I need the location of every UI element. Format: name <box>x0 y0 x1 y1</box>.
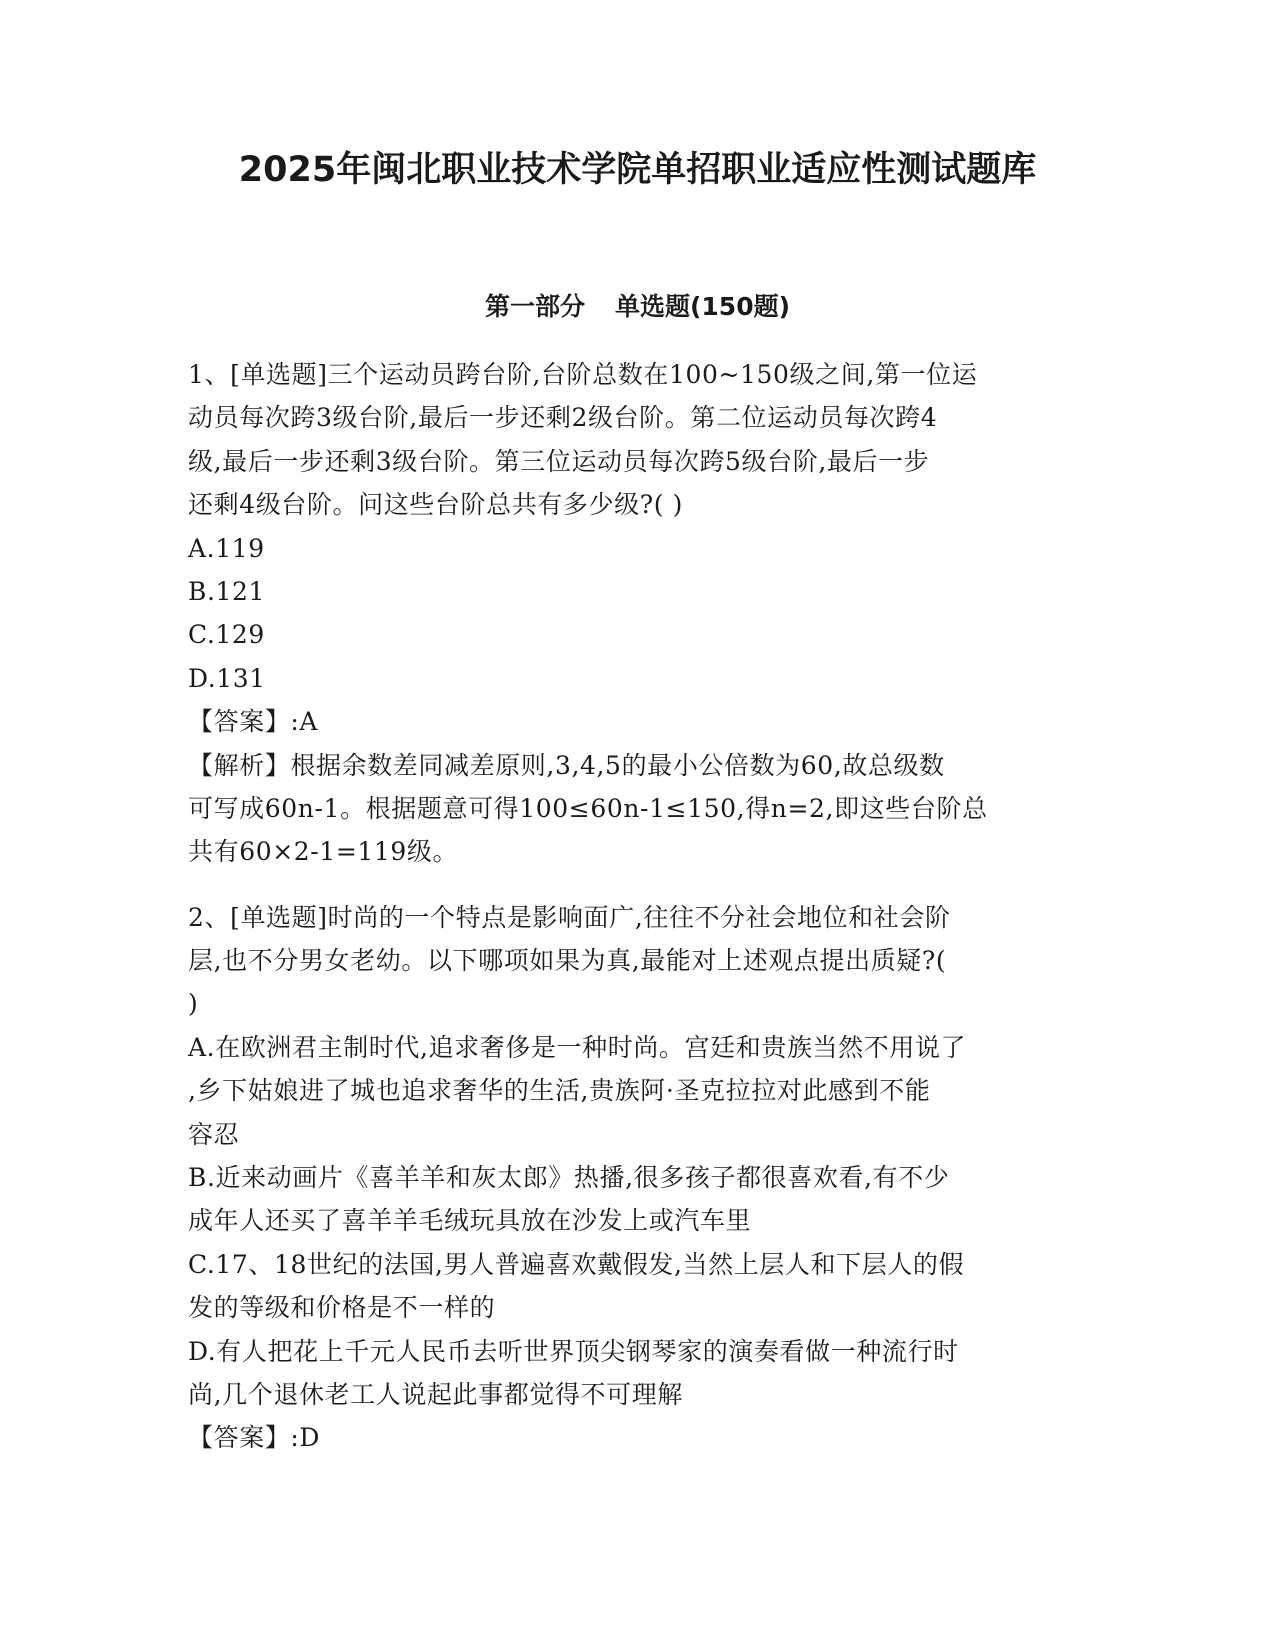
document-title: 2025年闽北职业技术学院单招职业适应性测试题库 <box>238 150 1037 190</box>
option-b: B.121 <box>188 576 266 606</box>
question-stem-line: 层,也不分男女老幼。以下哪项如果为真,最能对上述观点提出质疑?( <box>188 946 947 976</box>
question-stem-line: 级,最后一步还剩3级台阶。第三位运动员每次跨5级台阶,最后一步 <box>188 446 930 476</box>
analysis-line: 可写成60n-1。根据题意可得100≤60n-1≤150,得n=2,即这些台阶总 <box>188 793 988 823</box>
answer-value: :A <box>290 707 319 737</box>
analysis-text: 根据余数差同减差原则,3,4,5的最小公倍数为60,故总级数 <box>290 750 945 780</box>
option-a: A.119 <box>188 533 265 563</box>
question-stem-line: 动员每次跨3级台阶,最后一步还剩2级台阶。第二位运动员每次跨4 <box>188 403 938 433</box>
answer-label: 【答案】 <box>188 707 291 737</box>
analysis-line: 共有60×2-1=119级。 <box>188 837 459 867</box>
option-d: D.131 <box>188 663 266 693</box>
question-stem-line: 还剩4级台阶。问这些台阶总共有多少级?( ) <box>188 490 683 520</box>
option-b: B.近来动画片《喜羊羊和灰太郎》热播,很多孩子都很喜欢看,有不少 <box>188 1163 950 1193</box>
question-2 <box>188 896 1068 1460</box>
option-c-cont: 发的等级和价格是不一样的 <box>188 1293 496 1323</box>
section-part: 第一部分 <box>484 292 585 321</box>
question-stem-line: 2、[单选题]时尚的一个特点是影响面广,往往不分社会地位和社会阶 <box>188 902 951 932</box>
answer-line <box>188 700 1068 743</box>
option-a-cont: 容忍 <box>188 1119 240 1149</box>
question-list <box>188 353 1068 1460</box>
question-stem-line: ) <box>188 989 199 1019</box>
option-d: D.有人把花上千元人民币去听世界顶尖钢琴家的演奏看做一种流行时 <box>188 1336 959 1366</box>
analysis-label: 【解析】 <box>188 750 291 780</box>
option-c: C.129 <box>188 620 265 650</box>
question-1 <box>188 353 1068 874</box>
analysis-line <box>188 744 1068 787</box>
option-a-cont: ,乡下姑娘进了城也追求奢华的生活,贵族阿·圣克拉拉对此感到不能 <box>188 1076 931 1106</box>
option-a: A.在欧洲君主制时代,追求奢侈是一种时尚。宫廷和贵族当然不用说了 <box>188 1032 967 1062</box>
option-c: C.17、18世纪的法国,男人普遍喜欢戴假发,当然上层人和下层人的假 <box>188 1249 965 1279</box>
option-b-cont: 成年人还买了喜羊羊毛绒玩具放在沙发上或汽车里 <box>188 1206 752 1236</box>
section-name: 单选题(150题) <box>614 292 791 321</box>
answer-value: :D <box>290 1423 321 1453</box>
question-stem-line: 1、[单选题]三个运动员跨台阶,台阶总数在100~150级之间,第一位运 <box>188 360 978 389</box>
option-d-cont: 尚,几个退休老工人说起此事都觉得不可理解 <box>188 1379 683 1409</box>
answer-line <box>188 1416 1068 1459</box>
answer-label: 【答案】 <box>188 1423 291 1453</box>
section-heading <box>0 290 1275 324</box>
